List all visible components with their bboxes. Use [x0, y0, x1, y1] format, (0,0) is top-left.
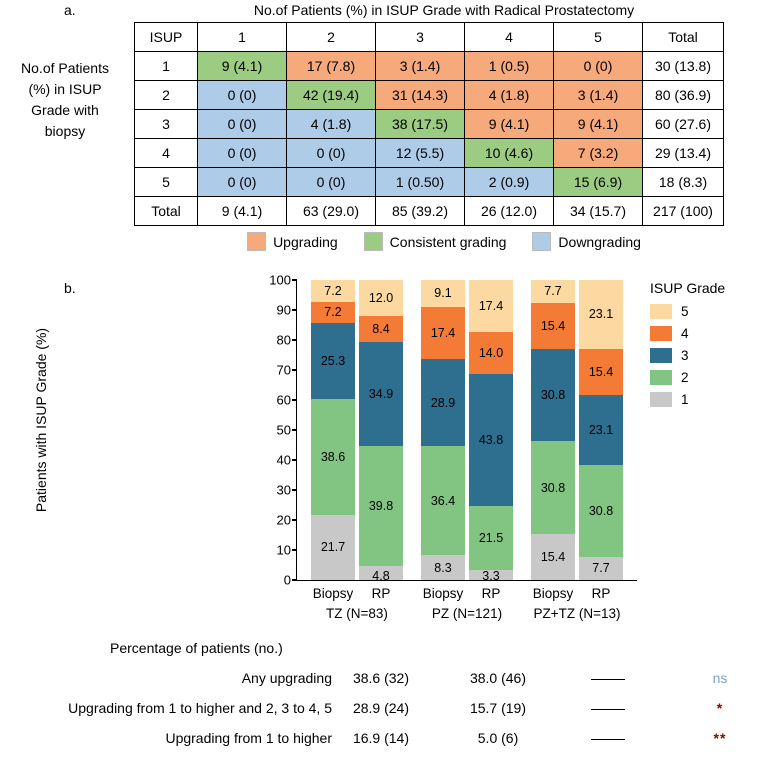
summary-row [0, 670, 762, 698]
table-cell: 18 (8.3) [643, 168, 724, 197]
chart-legend-item [650, 392, 725, 407]
bar-segment-grade-2 [579, 465, 623, 557]
bar-segment-grade-2 [421, 446, 465, 555]
summary-header-row [0, 640, 762, 668]
table-cell: 0 (0) [198, 81, 287, 110]
table-cell: 26 (12.0) [465, 197, 554, 226]
row-header: 5 [135, 168, 198, 197]
summary-significance: * [716, 700, 724, 716]
bar-segment-grade-2 [531, 441, 575, 533]
chart-legend-label: 3 [681, 348, 689, 363]
y-axis-tick-label: 0 [283, 572, 291, 588]
table-row [135, 139, 724, 168]
bar-value-label: 3.3 [482, 569, 500, 583]
y-axis-label: Patients with ISUP Grade (%) [33, 327, 49, 513]
legend-swatch [364, 232, 383, 251]
row-header: 3 [135, 110, 198, 139]
summary-value-tz: 16.9 (14) [352, 730, 410, 746]
bar-segment-grade-4 [531, 303, 575, 349]
chart-legend-item [650, 348, 725, 363]
y-axis-tick [292, 579, 297, 581]
table-cell: 80 (36.9) [643, 81, 724, 110]
y-axis-tick [292, 399, 297, 401]
bar-value-label: 15.4 [588, 365, 614, 380]
bar-value-label: 23.1 [588, 422, 614, 437]
legend-label: Downgrading [558, 233, 641, 250]
y-axis-tick [292, 429, 297, 431]
bar-segment-grade-4 [579, 349, 623, 395]
bar-segment-grade-5 [531, 280, 575, 303]
legend-label: Upgrading [273, 233, 338, 250]
summary-row-label: Any upgrading [241, 670, 332, 686]
bar-value-label: 12.0 [368, 291, 394, 306]
summary-value-pztz [560, 670, 656, 686]
bar-value-label: 15.4 [540, 549, 566, 564]
bar-segment-grade-3 [579, 395, 623, 464]
bar-value-label: 14.0 [478, 346, 504, 361]
row-header: 4 [135, 139, 198, 168]
y-axis-tick-label: 60 [276, 392, 291, 408]
summary-row [0, 700, 762, 728]
y-axis-tick [292, 309, 297, 311]
table-row [135, 168, 724, 197]
y-axis-tick-label: 100 [269, 272, 291, 288]
chart-legend-swatch [650, 348, 672, 363]
y-axis-tick [292, 339, 297, 341]
table-cell: 217 (100) [643, 197, 724, 226]
x-axis-tick-label: Biopsy [312, 586, 354, 601]
bar-value-label: 7.7 [592, 561, 610, 576]
bar-segment-grade-3 [469, 374, 513, 505]
chart-legend-label: 2 [681, 370, 689, 385]
chart-legend-item [650, 326, 725, 341]
row-header: 1 [135, 52, 198, 81]
table-cell: 15 (6.9) [554, 168, 643, 197]
legend-swatch [532, 232, 551, 251]
bar-segment-grade-4 [469, 332, 513, 374]
table-cell: 4 (1.8) [287, 110, 376, 139]
table-header-row [135, 23, 724, 52]
bar-value-label: 4.8 [372, 569, 390, 583]
bar-segment-grade-3 [311, 323, 355, 399]
summary-header-label: Percentage of patients (no.) [110, 640, 283, 656]
table-cell: 1 (0.50) [376, 168, 465, 197]
y-axis-tick-label: 30 [276, 482, 291, 498]
table-cell: 38 (17.5) [376, 110, 465, 139]
bar-segment-grade-1 [359, 566, 403, 583]
y-axis-tick [292, 519, 297, 521]
bar-value-label: 8.4 [372, 321, 390, 336]
chart-legend-swatch [650, 304, 672, 319]
table-cell: 0 (0) [198, 168, 287, 197]
table-cell: 1 (0.5) [465, 52, 554, 81]
table-cell: 4 (1.8) [465, 81, 554, 110]
x-axis-tick-label: RP [481, 586, 501, 601]
bar-value-label: 8.3 [434, 560, 452, 575]
chart-legend-item [650, 370, 725, 385]
bar-segment-grade-3 [421, 359, 465, 446]
legend-item [364, 232, 507, 251]
x-axis-tick-label: RP [371, 586, 391, 601]
table-cell: 7 (3.2) [554, 139, 643, 168]
summary-value-pz: 15.7 (19) [469, 700, 527, 716]
chart-legend-label: 5 [681, 304, 689, 319]
x-axis-group-label: TZ (N=83) [326, 606, 388, 621]
chart-legend-swatch [650, 370, 672, 385]
bar-segment-grade-1 [579, 557, 623, 580]
col-header: 4 [465, 23, 554, 52]
table-cell: 17 (7.8) [287, 52, 376, 81]
bar-value-label: 15.4 [540, 318, 566, 333]
bar-segment-grade-4 [359, 316, 403, 341]
bar-rp-3 [469, 280, 513, 583]
chart-legend-title: ISUP Grade [650, 280, 726, 296]
bar-value-label: 43.8 [478, 432, 504, 447]
x-axis-tick-label: RP [591, 586, 611, 601]
col-header: 1 [198, 23, 287, 52]
bar-value-label: 36.4 [430, 493, 456, 508]
panel-a-legend [134, 232, 754, 251]
table-cell: 9 (4.1) [554, 110, 643, 139]
bar-segment-grade-5 [311, 280, 355, 302]
panel-b-label: b. [64, 280, 76, 296]
bar-segment-grade-1 [421, 555, 465, 580]
table-cell: 10 (4.6) [465, 139, 554, 168]
bar-value-label: 17.4 [430, 326, 456, 341]
bar-segment-grade-3 [531, 349, 575, 441]
table-cell: 0 (0) [554, 52, 643, 81]
bar-rp-5 [579, 280, 623, 580]
bar-segment-grade-5 [421, 280, 465, 307]
isup-grade-table [134, 22, 724, 226]
panel-a-row-header: No.of Patients (%) in ISUP Grade with biopsy [21, 60, 109, 139]
panel-a-title: No.of Patients (%) in ISUP Grade with Radical Prostatectomy [253, 2, 635, 18]
bar-value-label: 30.8 [540, 480, 566, 495]
bar-value-label: 7.7 [544, 284, 562, 299]
legend-swatch [247, 232, 266, 251]
chart-legend [650, 280, 725, 414]
y-axis-tick-label: 90 [276, 302, 291, 318]
bar-segment-grade-5 [359, 280, 403, 316]
table-cell: 29 (13.4) [643, 139, 724, 168]
panel-b [0, 262, 762, 642]
legend-item [247, 232, 338, 251]
y-axis-tick-label: 50 [276, 422, 291, 438]
bar-value-label: 7.2 [324, 283, 342, 298]
bar-segment-grade-4 [311, 302, 355, 324]
bar-value-label: 34.9 [368, 386, 394, 401]
table-cell: 3 (1.4) [376, 52, 465, 81]
bar-rp-1 [359, 280, 403, 583]
table-cell: 2 (0.9) [465, 168, 554, 197]
bar-value-label: 21.5 [478, 530, 504, 545]
table-cell: 34 (15.7) [554, 197, 643, 226]
y-axis-tick-label: 40 [276, 452, 291, 468]
y-axis-tick-label: 70 [276, 362, 291, 378]
summary-row [0, 730, 762, 758]
bar-value-label: 21.7 [320, 540, 346, 555]
bar-biopsy-4 [531, 280, 575, 580]
row-header: Total [135, 197, 198, 226]
table-cell: 0 (0) [287, 139, 376, 168]
table-cell: 63 (29.0) [287, 197, 376, 226]
chart-legend-label: 4 [681, 326, 689, 341]
bar-segment-grade-4 [421, 307, 465, 359]
summary-value-pztz [560, 730, 656, 746]
bar-value-label: 30.8 [588, 503, 614, 518]
y-axis-tick [292, 489, 297, 491]
col-header: 3 [376, 23, 465, 52]
x-axis-group-label: PZ (N=121) [431, 606, 503, 621]
summary-row-label: Upgrading from 1 to higher [165, 730, 332, 746]
bar-biopsy-0 [311, 280, 355, 580]
chart-legend-item [650, 304, 725, 319]
table-cell: 31 (14.3) [376, 81, 465, 110]
stacked-bar-chart [269, 272, 637, 621]
col-header: Total [643, 23, 724, 52]
bar-segment-grade-2 [469, 506, 513, 571]
bar-segment-grade-1 [311, 515, 355, 580]
chart-legend-swatch [650, 326, 672, 341]
x-axis-tick-label: Biopsy [532, 586, 574, 601]
bar-segment-grade-1 [531, 534, 575, 580]
y-axis-tick [292, 459, 297, 461]
bar-value-label: 9.1 [434, 286, 452, 301]
summary-significance: ** [713, 730, 727, 746]
bar-value-label: 7.2 [324, 305, 342, 320]
bar-biopsy-2 [421, 280, 465, 580]
legend-label: Consistent grading [389, 233, 507, 250]
table-cell: 60 (27.6) [643, 110, 724, 139]
bar-value-label: 28.9 [430, 395, 456, 410]
chart-legend-swatch [650, 392, 672, 407]
bar-value-label: 25.3 [320, 354, 346, 369]
bar-value-label: 39.8 [368, 498, 394, 513]
summary-value-pz: 38.0 (46) [469, 670, 527, 686]
summary-value-tz: 28.9 (24) [352, 700, 410, 716]
legend-item [532, 232, 641, 251]
col-header: 2 [287, 23, 376, 52]
panel-c-summary-table [0, 640, 762, 760]
col-header: 5 [554, 23, 643, 52]
bar-segment-grade-2 [359, 446, 403, 565]
table-cell: 0 (0) [198, 110, 287, 139]
summary-significance: ns [712, 670, 728, 686]
bar-value-label: 23.1 [588, 307, 614, 322]
table-cell: 0 (0) [198, 139, 287, 168]
bar-segment-grade-2 [311, 399, 355, 515]
y-axis-tick [292, 279, 297, 281]
summary-value-tz: 38.6 (32) [352, 670, 410, 686]
table-row [135, 52, 724, 81]
summary-value-pztz [560, 700, 656, 716]
table-cell: 85 (39.2) [376, 197, 465, 226]
x-axis-tick-label: Biopsy [422, 586, 464, 601]
col-header-isup: ISUP [135, 23, 198, 52]
bar-value-label: 30.8 [540, 388, 566, 403]
table-row [135, 81, 724, 110]
y-axis-tick [292, 369, 297, 371]
x-axis-group-label: PZ+TZ (N=13) [533, 606, 621, 621]
table-cell: 9 (4.1) [465, 110, 554, 139]
bar-segment-grade-5 [579, 280, 623, 349]
y-axis-tick [292, 549, 297, 551]
table-cell: 9 (4.1) [198, 197, 287, 226]
bar-segment-grade-5 [469, 280, 513, 332]
table-cell: 30 (13.8) [643, 52, 724, 81]
row-header: 2 [135, 81, 198, 110]
bar-segment-grade-3 [359, 342, 403, 447]
chart-legend-label: 1 [681, 392, 689, 407]
bar-segment-grade-1 [469, 569, 513, 583]
panel-a-label: a. [64, 2, 76, 18]
table-row [135, 110, 724, 139]
summary-value-pz: 5.0 (6) [477, 730, 519, 746]
summary-row-label: Upgrading from 1 to higher and 2, 3 to 4, 5 [68, 700, 332, 716]
table-row [135, 197, 724, 226]
table-cell: 9 (4.1) [198, 52, 287, 81]
table-cell: 0 (0) [287, 168, 376, 197]
bar-value-label: 38.6 [320, 450, 346, 464]
y-axis-tick-label: 80 [276, 332, 291, 348]
y-axis-tick-label: 20 [276, 512, 291, 528]
table-cell: 3 (1.4) [554, 81, 643, 110]
y-axis-tick-label: 10 [276, 542, 291, 558]
table-cell: 42 (19.4) [287, 81, 376, 110]
table-cell: 12 (5.5) [376, 139, 465, 168]
bar-value-label: 17.4 [478, 299, 504, 314]
panel-a [0, 0, 762, 255]
